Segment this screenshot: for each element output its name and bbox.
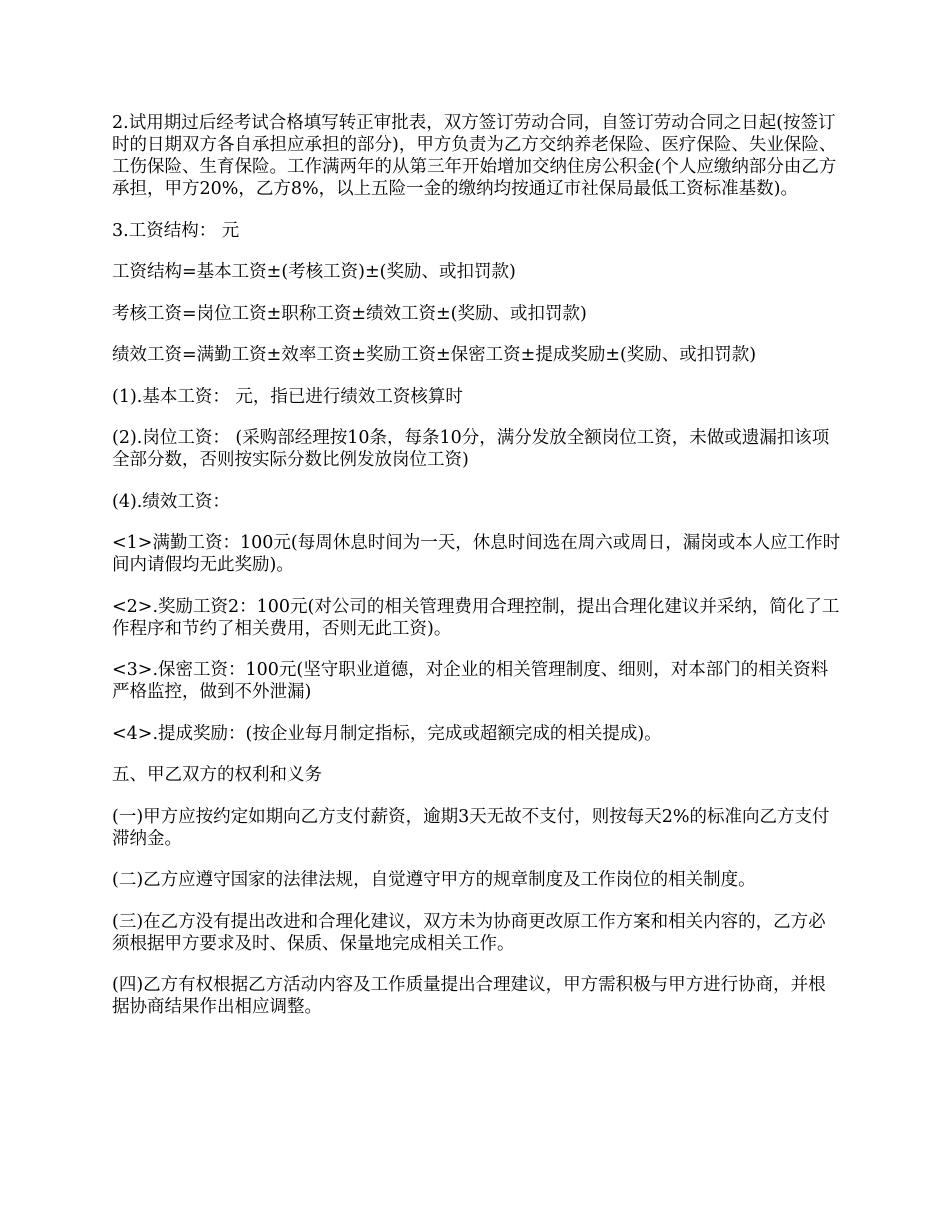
paragraph-salary-structure-formula: 工资结构=基本工资±(考核工资)±(奖励、或扣罚款) xyxy=(112,262,516,282)
paragraph-full-attendance-salary: <1>满勤工资：100元(每周休息时间为一天，休息时间选在周六或周日，漏岗或本人应工作时间内请假均无此奖励)。 xyxy=(112,533,841,575)
paragraph-clause-3: (三)在乙方没有提出改进和合理化建议，双方未为协商更改原工作方案和相关内容的，乙方必须根据甲方要求及时、保质、保量地完成相关工作。 xyxy=(112,911,826,954)
paragraph-confidentiality-salary: <3>.保密工资：100元(坚守职业道德，对企业的相关管理制度、细则，对本部门的相关资料严格监控，做到不外泄漏) xyxy=(112,660,829,702)
paragraph-reward-salary: <2>.奖励工资2：100元(对公司的相关管理费用合理控制，提出合理化建议并采纳，简化了工作程序和节约了相关费用，否则无此工资)。 xyxy=(112,596,840,639)
paragraph-probation-contract: 2.试用期过后经考试合格填写转正审批表，双方签订劳动合同，自签订劳动合同之日起(按签订时的日期双方各自承担应承担的部分)，甲方负责为乙方交纳养老保险、医疗保险、失业保险、工伤保险、生育保险。工作满两年的从第三年开始增加交纳住房公积金(个人应缴纳部分由乙方承担，甲方20%，乙方8%，以上五险一金的缴纳均按通辽市社保局最低工资标准基数)。 xyxy=(112,113,837,199)
paragraph-performance-salary-formula: 绩效工资=满勤工资±效率工资±奖励工资±保密工资±提成奖励±(奖励、或扣罚款) xyxy=(112,345,757,365)
paragraph-assessment-salary-formula: 考核工资=岗位工资±职称工资±绩效工资±(奖励、或扣罚款) xyxy=(112,303,587,324)
section-heading-rights-obligations: 五、甲乙双方的权利和义务 xyxy=(112,765,322,785)
paragraph-performance-salary-heading: (4).绩效工资： xyxy=(112,491,230,512)
document-body xyxy=(112,112,842,1038)
paragraph-position-salary: (2).岗位工资： (采购部经理按10条，每条10分，满分发放全额岗位工资，未做或遗漏扣该项全部分数，否则按实际分数比例发放岗位工资) xyxy=(112,428,830,470)
paragraph-base-salary: (1).基本工资： 元，指已进行绩效工资核算时 xyxy=(112,386,463,407)
paragraph-commission-reward: <4>.提成奖励：(按企业每月制定指标，完成或超额完成的相关提成)。 xyxy=(112,723,662,744)
paragraph-clause-1: (一)甲方应按约定如期向乙方支付薪资，逾期3天无故不支付，则按每天2%的标准向乙方支付滞纳金。 xyxy=(112,806,830,849)
paragraph-clause-4: (四)乙方有权根据乙方活动内容及工作质量提出合理建议，甲方需积极与甲方进行协商，并根据协商结果作出相应调整。 xyxy=(112,975,826,1017)
paragraph-clause-2: (二)乙方应遵守国家的法律法规，自觉遵守甲方的规章制度及工作岗位的相关制度。 xyxy=(112,870,756,890)
paragraph-salary-structure-heading: 3.工资结构： 元 xyxy=(112,220,240,241)
